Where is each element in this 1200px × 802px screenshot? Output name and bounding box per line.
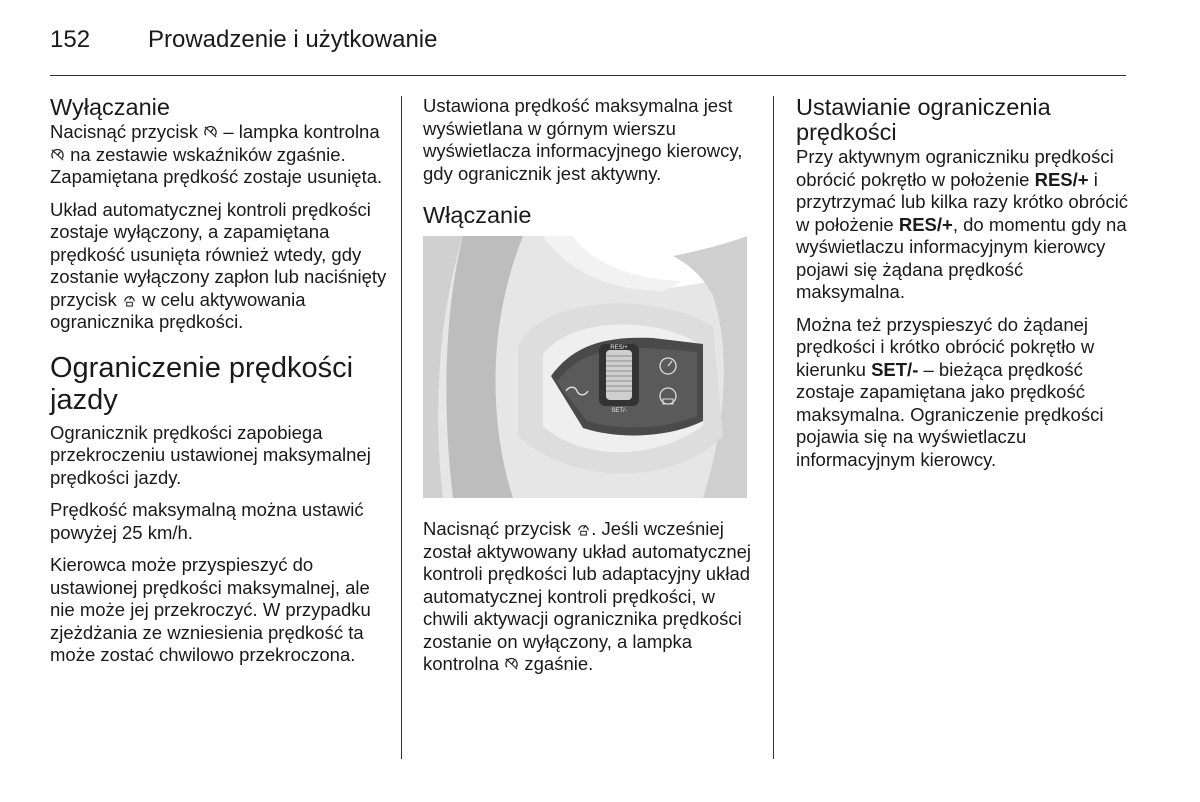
text: na zestawie wskaźników zgaśnie. Zapamiętana prędkość zostaje usunięta. xyxy=(50,143,383,187)
paragraph: Ustawiona prędkość maksymalna jest wyświetlana w górnym wierszu wyświetlacza informacyjnego kierowcy, gdy ogranicznik jest aktywny. xyxy=(423,95,743,184)
res-plus-label: RES/+ xyxy=(1034,168,1089,190)
steering-wheel-illustration xyxy=(423,236,747,498)
column-divider-2 xyxy=(773,96,774,759)
text: Przy aktywnym ograniczniku prędkości obrócić pokrętło w położenie xyxy=(796,146,1114,190)
res-plus-label: RES/+ xyxy=(898,213,953,235)
paragraph xyxy=(796,314,1136,472)
speed-limiter-button-icon xyxy=(122,292,137,307)
page-number: 152 xyxy=(50,26,91,53)
paragraph: Kierowca może przyspieszyć do ustawionej prędkości maksymalnej, ale nie może jej przekroczyć. W przypadku zjeżdżania ze wzniesienia prędkość ta może zostać chwilowo przekroczona. xyxy=(50,554,371,665)
text: w celu aktywowania ogranicznika prędkości. xyxy=(50,288,306,332)
paragraph xyxy=(50,121,390,189)
text: zgaśnie. xyxy=(524,653,594,674)
steering-wheel-figure xyxy=(423,236,747,498)
speed-limiter-icon xyxy=(203,124,218,139)
paragraph: Ogranicznik prędkości zapobiega przekroczeniu ustawionej maksymalnej prędkości jazdy. xyxy=(50,421,371,488)
text: , do momentu gdy na wyświetlaczu informacyjnym kierowcy pojawi się żądana prędkość maksymalna. xyxy=(796,213,1127,302)
text: Można też przyspieszyć do żądanej prędkości i krótko obrócić pokrętło w kierunku xyxy=(796,313,1095,380)
speed-limiter-button-icon xyxy=(576,521,591,536)
text: . Jeśli wcześniej został aktywowany układ automatycznej kontroli prędkości lub adaptacyjny układ automatycznej kontroli prędkości, w chwili aktywacji ogranicznika prędkości zostanie on wyłączony, a lampka kontrolna xyxy=(423,518,752,674)
text: – lampka kontrolna xyxy=(223,121,380,142)
speed-limiter-icon xyxy=(504,656,519,671)
heading-wylaczanie: Wyłączanie xyxy=(50,94,170,120)
running-title: Prowadzenie i użytkowanie xyxy=(148,26,438,53)
text: i przytrzymać lub kilka razy krótko obrócić w położenie xyxy=(796,168,1129,235)
column-divider-1 xyxy=(401,96,402,759)
speed-limiter-icon xyxy=(50,147,65,162)
heading-ograniczenie: Ograniczenie prędkości jazdy xyxy=(50,351,354,416)
text: Nacisnąć przycisk xyxy=(50,121,199,142)
res-label: RES/+ xyxy=(610,345,628,351)
paragraph: Prędkość maksymalną można ustawić powyżej 25 km/h. xyxy=(50,499,364,543)
column-3 xyxy=(796,95,1136,481)
text: Nacisnąć przycisk xyxy=(423,518,572,539)
text: – bieżąca prędkość zostaje zapamiętana jako prędkość maksymalna. Ograniczenie prędkości pojawia się na wyświetlaczu informacyjnym kierowcy. xyxy=(796,358,1104,470)
column-2 xyxy=(423,95,763,686)
set-label: SET/- xyxy=(611,408,627,414)
heading-ustawianie: Ustawianie ograniczenia prędkości xyxy=(796,94,1051,145)
paragraph xyxy=(423,518,763,676)
text: Układ automatycznej kontroli prędkości zostaje wyłączony, a zapamiętana prędkość usunięta również wtedy, gdy zostanie wyłączony zapłon lub naciśnięty przycisk xyxy=(50,198,387,310)
paragraph xyxy=(796,146,1136,304)
set-minus-label: SET/- xyxy=(871,358,919,380)
paragraph xyxy=(50,199,390,334)
heading-wlaczanie: Włączanie xyxy=(423,202,532,228)
header-rule xyxy=(50,75,1126,76)
column-1 xyxy=(50,95,390,677)
